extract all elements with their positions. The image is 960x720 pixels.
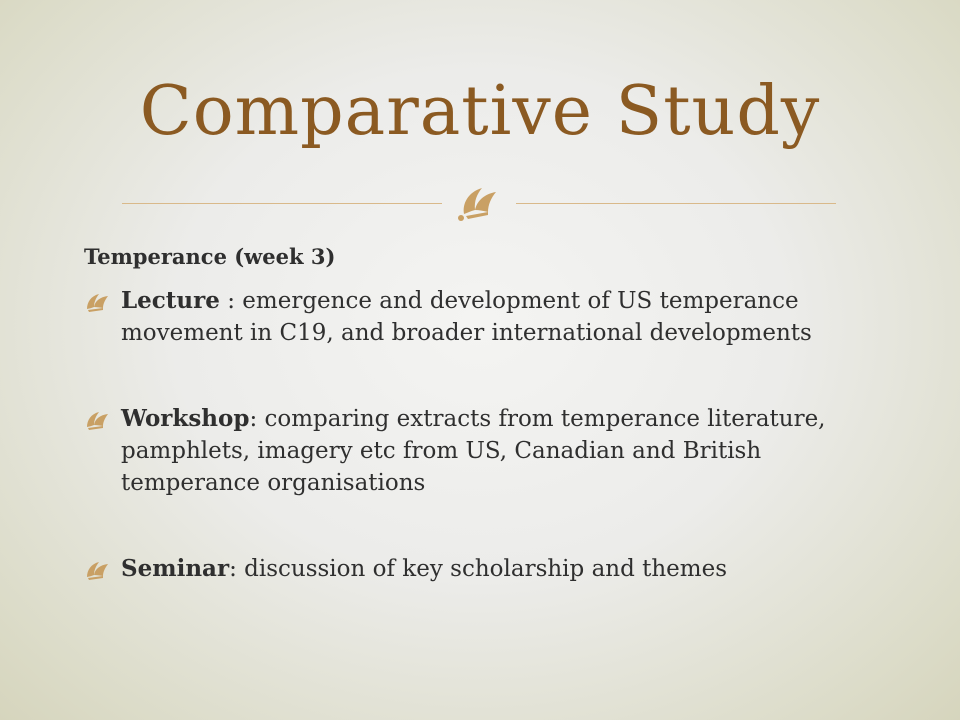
flourish-ornament-icon [444,176,516,226]
title-divider-right [516,203,836,204]
section-heading: Temperance (week 3) [84,244,336,269]
slide-body [84,243,884,585]
slide-title: Comparative Study [139,72,821,151]
bullet-label: Lecture [121,287,220,314]
leaf-bullet-icon [84,409,112,431]
leaf-bullet-icon [84,559,112,581]
bullet-item-lecture [84,285,884,349]
bullet-text: : comparing extracts from temperance literature, pamphlets, imagery etc from US, Canadian and British temperance organisations [121,406,826,496]
bullet-label: Seminar [121,555,230,582]
bullet-text: : emergence and development of US temperance movement in C19, and broader international developments [121,288,812,346]
bullet-item-seminar [84,553,884,585]
leaf-bullet-icon [84,291,112,313]
bullet-item-workshop [84,403,884,499]
bullet-label: Workshop [121,405,250,432]
title-divider-left [122,203,442,204]
bullet-list [84,285,884,585]
bullet-text: : discussion of key scholarship and themes [229,556,728,582]
